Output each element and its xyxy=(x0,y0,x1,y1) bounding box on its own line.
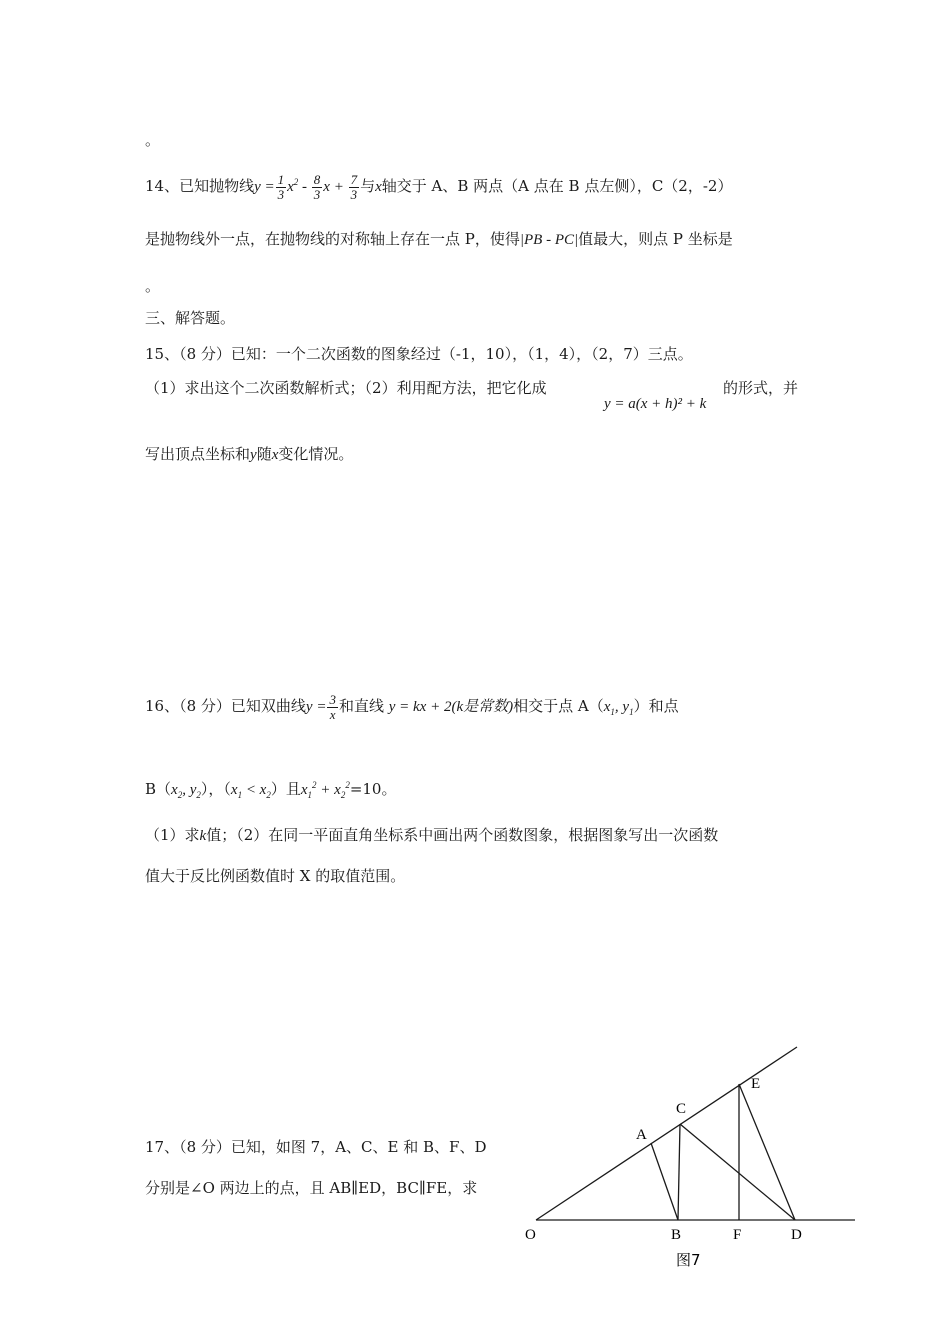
label-a: A xyxy=(636,1127,647,1143)
q16-point-a: $x_1$, $y_1$ xyxy=(603,698,634,717)
q15-line1: 15、（8 分）已知：一个二次函数的图象经过（-1，10），（1，4），（2，7）三点。 xyxy=(145,345,693,363)
q16-line1: 16、（8 分）已知双曲线y = $\frac{3}{x}$ 和直线 y = kx + 2(k是常数)相交于点 $A(x_1$, $y_1$）和点 xyxy=(145,692,679,722)
q14-text2: 与 xyxy=(360,177,376,195)
label-d: D xyxy=(791,1227,802,1243)
segment-ab xyxy=(651,1143,678,1220)
q14-parabola-eq: y = $\frac{1}{3}$ $x^2$ - $\frac{8}{3}$ x + $\frac{7}{3}$ xyxy=(254,172,358,203)
q15-line2b: 的形式，并 xyxy=(723,379,799,397)
segment-ed xyxy=(739,1084,795,1220)
q14-tail: 。 xyxy=(145,277,161,295)
q15-line2: （1）求出这个二次函数解析式；（2）利用配方法，把它化成 xyxy=(145,379,547,397)
q17-line2: 分别是∠O 两边上的点，且 AB∥ED，BC∥FE，求 xyxy=(145,1179,478,1197)
q13-tail: 。 xyxy=(145,131,161,149)
label-o: O xyxy=(525,1227,536,1243)
q15-vertex-form: y = a(x + h)² + k xyxy=(604,396,707,412)
q14-text1: 14、已知抛物线 xyxy=(145,177,255,195)
q14-line2: 是抛物线外一点，在抛物线的对称轴上存在一点 P，使得|PB - PC|值最大，则点 P 坐标是 xyxy=(145,230,733,248)
label-b: B xyxy=(671,1227,682,1243)
q15-line3: 写出顶点坐标和y随x变化情况。 xyxy=(145,445,354,463)
q16-line4: 值大于反比例函数值时 X 的取值范围。 xyxy=(145,867,406,885)
q14-text3: 轴交于 A、B 两点（A 点在 B 点左侧），C（2，-2） xyxy=(381,177,733,195)
q17-line1: 17、（8 分）已知，如图 7，A、C、E 和 B、F、D xyxy=(145,1138,487,1156)
q14-line1: 14、已知抛物线y = $\frac{1}{3}$ $x^2$ - $\frac{8}{3}$ x + $\frac{7}{3}$ 与x轴交于 A、B 两点（A 点在 B 点左侧），C（2，-2） xyxy=(145,172,733,203)
figure-caption: 图7 xyxy=(676,1251,701,1269)
q16-line-eq: y = kx + 2(k是常数) xyxy=(388,698,514,715)
q16-line3: （1）求k值；（2）在同一平面直角坐标系中画出两个函数图象，根据图象写出一次函数 xyxy=(145,826,719,844)
q16-line2: $B(x_2$, $y_2$），$(x_1 < x_2)$且$x_1^2 + x_2^2=10$。 xyxy=(145,780,397,800)
section-title: 三、解答题。 xyxy=(145,309,236,327)
label-e: E xyxy=(751,1076,761,1092)
segment-cd xyxy=(680,1124,795,1220)
ray-slanted xyxy=(536,1047,797,1220)
segment-bc xyxy=(678,1124,680,1220)
q14-abs-expr: |PB - PC| xyxy=(519,232,579,248)
q16-hyperbola-eq: y = $\frac{3}{x}$ xyxy=(305,692,336,722)
label-c: C xyxy=(676,1101,687,1117)
label-f: F xyxy=(733,1227,742,1243)
